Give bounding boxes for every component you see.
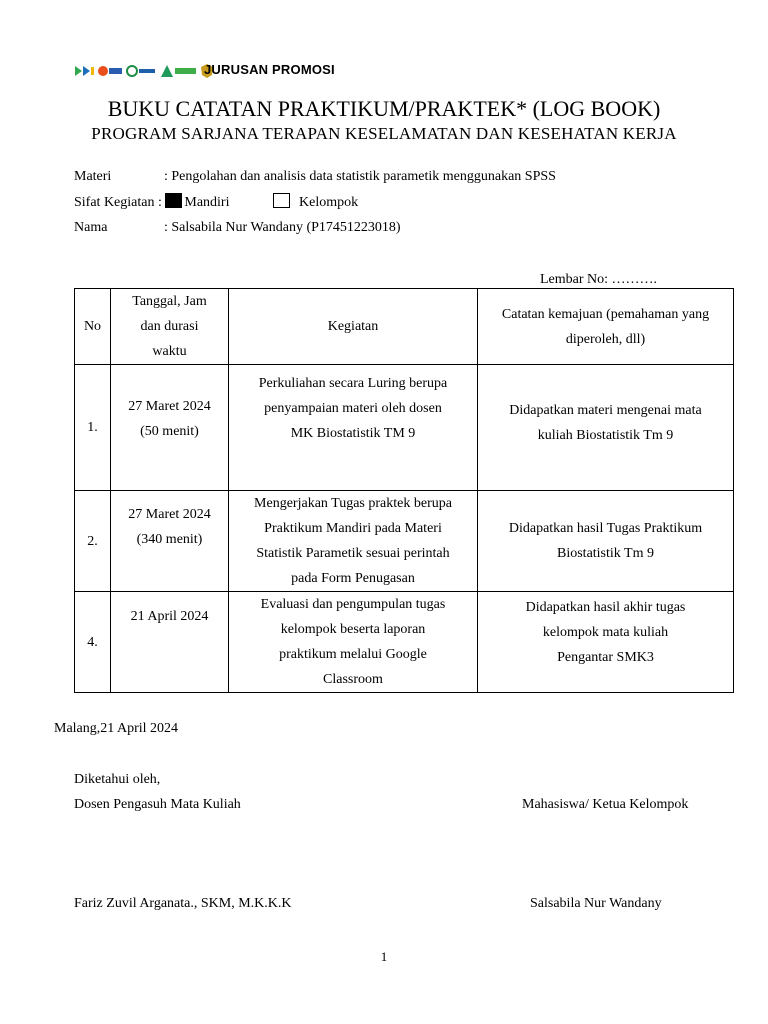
row-date: [111, 365, 229, 491]
nama-label: Nama: [74, 220, 108, 235]
document-title: BUKU CATATAN PRAKTIKUM/PRAKTEK* (LOG BOOK): [107, 96, 661, 121]
header-no: No: [75, 289, 111, 365]
row-notes-line: Biostatistik Tm 9: [557, 546, 654, 561]
row-notes: [478, 365, 734, 491]
header-logos: [72, 62, 214, 80]
materi-label: Materi: [74, 169, 112, 184]
mandiri-label: Mandiri: [184, 195, 230, 210]
place-date: Malang,21 April 2024: [54, 721, 179, 736]
kelompok-checkbox[interactable]: [273, 193, 290, 208]
header-notes: [478, 289, 734, 365]
row-activity-line: Evaluasi dan pengumpulan tugas: [260, 597, 446, 612]
kemenkes-logo: [72, 63, 94, 79]
table-row: [75, 365, 734, 491]
row-notes: [478, 491, 734, 592]
log-table: [74, 288, 734, 693]
germas-logo: [97, 63, 123, 79]
row-date-line: 27 Maret 2024: [128, 398, 211, 414]
row-activity-line: kelompok beserta laporan: [280, 622, 426, 637]
table-row: [75, 491, 734, 592]
student-name: Salsabila Nur Wandany: [530, 896, 662, 911]
row-activity-line: Classroom: [323, 672, 383, 687]
header-date-line: dan durasi: [140, 319, 199, 334]
row-activity-line: Perkuliahan secara Luring berupa: [258, 376, 448, 391]
department-name: JURUSAN PROMOSI: [204, 62, 335, 77]
row-no: 2.: [75, 491, 111, 592]
lecturer-role: Dosen Pengasuh Mata Kuliah: [74, 797, 241, 812]
header-date-line: Tanggal, Jam: [132, 294, 207, 309]
row-date-line: 27 Maret 2024: [128, 507, 211, 522]
row-activity: [229, 592, 478, 693]
row-notes-line: Pengantar SMK3: [557, 649, 654, 665]
table-header-row: [75, 289, 734, 365]
student-role: Mahasiswa/ Ketua Kelompok: [522, 797, 689, 812]
row-notes-line: Didapatkan materi mengenai mata: [509, 402, 702, 418]
row-no: 4.: [75, 592, 111, 693]
row-activity-line: praktikum melalui Google: [279, 647, 427, 662]
kelompok-option: [273, 193, 358, 211]
row-activity-line: MK Biostatistik TM 9: [290, 426, 416, 441]
row-notes-line: Didapatkan hasil Tugas Praktikum: [508, 521, 703, 536]
row-notes-line: Didapatkan hasil akhir tugas: [525, 599, 686, 615]
sheet-number: Lembar No: ……….: [540, 272, 658, 287]
row-activity-line: pada Form Penugasan: [291, 571, 415, 586]
sifat-kegiatan-field: [74, 193, 229, 211]
row-notes: [478, 592, 734, 693]
header-date: [111, 289, 229, 365]
nama-value: : Salsabila Nur Wandany (P17451223018): [164, 220, 401, 235]
header-date-line: waktu: [152, 344, 187, 359]
row-date-line: (340 menit): [136, 532, 203, 547]
promkes-logo: [126, 63, 156, 79]
row-date-line: 21 April 2024: [130, 608, 209, 624]
sifat-kegiatan-label: Sifat Kegiatan :: [74, 195, 162, 210]
row-date-line: (50 menit): [140, 423, 199, 439]
row-notes-line: kuliah Biostatistik Tm 9: [537, 427, 674, 443]
row-notes-line: kelompok mata kuliah: [542, 624, 669, 640]
row-date: [111, 491, 229, 592]
table-row: [75, 592, 734, 693]
row-activity-line: Praktikum Mandiri pada Materi: [264, 521, 442, 536]
row-no: 1.: [75, 365, 111, 491]
row-activity-line: Mengerjakan Tugas praktek berupa: [254, 496, 452, 511]
page-number: 1: [380, 949, 388, 964]
mandiri-checkbox[interactable]: [165, 193, 182, 208]
header-activity: Kegiatan: [229, 289, 478, 365]
row-date: [111, 592, 229, 693]
kelompok-label: Kelompok: [299, 195, 359, 210]
header-notes-line: diperoleh, dll): [565, 331, 646, 347]
poltekkes-logo: [159, 63, 197, 79]
row-activity: [229, 365, 478, 491]
materi-value: : Pengolahan dan analisis data statistik parametik menggunakan SPSS: [164, 169, 556, 184]
header-notes-line: Catatan kemajuan (pemahaman yang: [501, 306, 710, 322]
row-activity-line: penyampaian materi oleh dosen: [264, 401, 442, 416]
document-subtitle: PROGRAM SARJANA TERAPAN KESELAMATAN DAN KESEHATAN KERJA: [91, 124, 677, 143]
known-by: Diketahui oleh,: [74, 772, 161, 787]
row-activity: [229, 491, 478, 592]
row-activity-line: Statistik Parametik sesuai perintah: [256, 546, 450, 561]
lecturer-name: Fariz Zuvil Arganata., SKM, M.K.K.K: [74, 896, 292, 911]
